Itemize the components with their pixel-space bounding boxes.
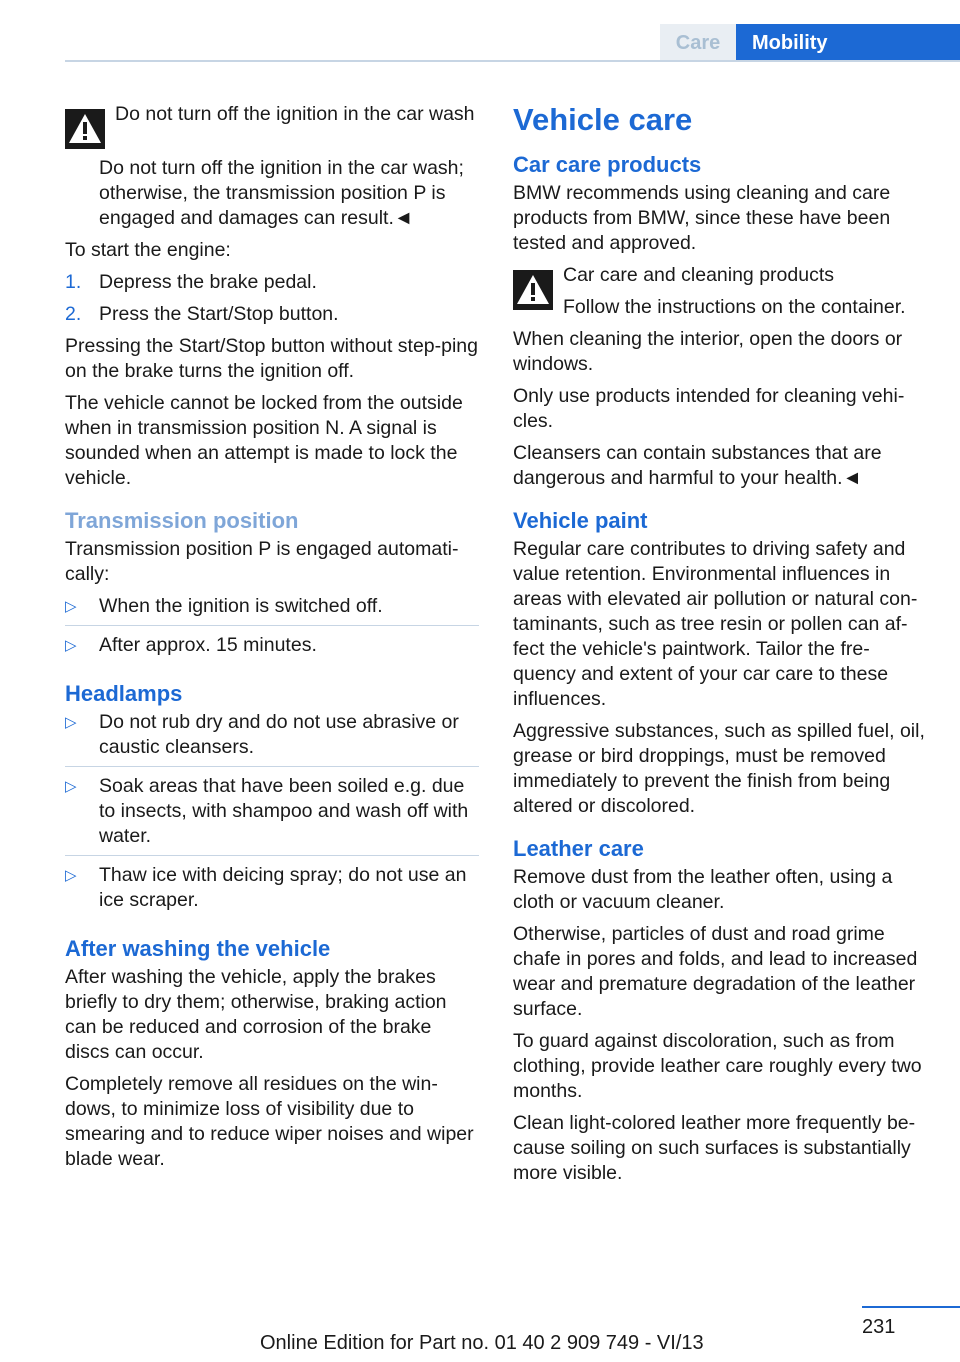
warning-triangle-icon <box>513 270 553 310</box>
section-heading: Car care products <box>513 152 702 177</box>
right-column <box>513 102 931 1193</box>
header-tab-mobility: Mobility <box>736 24 960 62</box>
paragraph: Aggressive substances, such as spilled fuel, oil, grease or bird droppings, must be removed immediately to prevent the finish from being altered or discolored. <box>513 720 925 817</box>
step-number: 1. <box>65 271 82 293</box>
warning-body: Follow the instructions on the container. <box>563 296 906 318</box>
list-item <box>65 270 479 295</box>
section-heading: After washing the vehicle <box>65 936 331 961</box>
footer-edition: Online Edition for Part no. 01 40 2 909 749 - VI/13 <box>260 1332 704 1354</box>
paragraph: Pressing the Start/Stop button without step-ping on the brake turns the ignition off. <box>65 335 478 382</box>
transmission-list <box>65 594 479 664</box>
start-steps <box>65 270 479 327</box>
paragraph: To guard against discoloration, such as from clothing, provide leather care roughly every two months. <box>513 1030 922 1102</box>
step-text: Depress the brake pedal. <box>99 271 317 293</box>
list-item-text: After approx. 15 minutes. <box>99 634 317 656</box>
triangle-right-icon: ▷ <box>65 598 77 615</box>
list-item <box>65 774 479 856</box>
section-heading: Transmission position <box>65 508 299 533</box>
warning-content <box>563 263 906 320</box>
headlamps-list <box>65 710 479 919</box>
warning-title: Car care and cleaning products <box>563 264 834 286</box>
paragraph: BMW recommends using cleaning and care products from BMW, since these have been tested and approved. <box>513 182 891 254</box>
list-item-text: Thaw ice with deicing spray; do not use an ice scraper. <box>99 864 467 911</box>
paragraph: Completely remove all residues on the win-dows, to minimize loss of visibility due to smearing and to reduce wiper noises and wiper blade wear. <box>65 1073 474 1170</box>
paragraph: When cleaning the interior, open the doors or windows. <box>513 328 903 375</box>
list-item-text: Do not rub dry and do not use abrasive or caustic cleansers. <box>99 711 459 758</box>
start-intro: To start the engine: <box>65 239 231 261</box>
list-item <box>65 710 479 767</box>
list-item <box>65 863 479 919</box>
warning-car-care <box>513 263 931 320</box>
list-item-text: When the ignition is switched off. <box>99 595 383 617</box>
page-number: 231 <box>862 1316 896 1338</box>
triangle-right-icon: ▷ <box>65 637 77 654</box>
step-text: Press the Start/Stop button. <box>99 303 339 325</box>
section-heading: Headlamps <box>65 681 183 706</box>
paragraph: The vehicle cannot be locked from the outside when in transmission position N. A signal is sounded when an attempt is made to lock the vehicle. <box>65 392 463 489</box>
paragraph: After washing the vehicle, apply the brakes briefly to dry them; otherwise, braking action can be reduced and corrosion of the brake discs can occur. <box>65 966 447 1063</box>
list-item <box>65 302 479 327</box>
section-heading: Vehicle paint <box>513 508 648 533</box>
list-item <box>65 594 479 626</box>
paragraph: Remove dust from the leather often, using a cloth or vacuum cleaner. <box>513 866 893 913</box>
left-column <box>65 102 479 1179</box>
section-heading: Leather care <box>513 836 644 861</box>
paragraph: Only use products intended for cleaning vehi-cles. <box>513 385 905 432</box>
list-item-text: Soak areas that have been soiled e.g. due to insects, with shampoo and wash off with water. <box>99 775 469 847</box>
warning-title: Do not turn off the ignition in the car wash <box>115 103 475 125</box>
triangle-right-icon: ▷ <box>65 714 77 731</box>
triangle-right-icon: ▷ <box>65 778 77 795</box>
paragraph: Transmission position P is engaged automati-cally: <box>65 538 459 585</box>
warning-triangle-icon <box>65 109 105 149</box>
paragraph: Cleansers can contain substances that are dangerous and harmful to your health.◄ <box>513 442 882 489</box>
warning-body: Do not turn off the ignition in the car wash; otherwise, the transmission position P is engaged and damages can result.◄ <box>99 157 464 229</box>
page-title: Vehicle care <box>513 102 693 137</box>
header-tab-care: Care <box>660 24 736 62</box>
paragraph: Regular care contributes to driving safety and value retention. Environmental influences in areas with elevated air pollution or natural con-taminants, such as tree resin or pollen can af-fect the vehicle's paintwork. Tailor the fre-quency and extent of your car care to these influences. <box>513 538 918 710</box>
list-item <box>65 633 479 664</box>
header-divider <box>65 60 960 62</box>
warning-car-wash <box>65 102 479 149</box>
paragraph: Clean light-colored leather more frequently be-cause soiling on such surfaces is substantially more visible. <box>513 1112 916 1184</box>
paragraph: Otherwise, particles of dust and road grime chafe in pores and folds, and lead to increased wear and premature degradation of the leather surface. <box>513 923 918 1020</box>
step-number: 2. <box>65 303 82 325</box>
page-number-rule <box>862 1306 960 1308</box>
triangle-right-icon: ▷ <box>65 867 77 884</box>
